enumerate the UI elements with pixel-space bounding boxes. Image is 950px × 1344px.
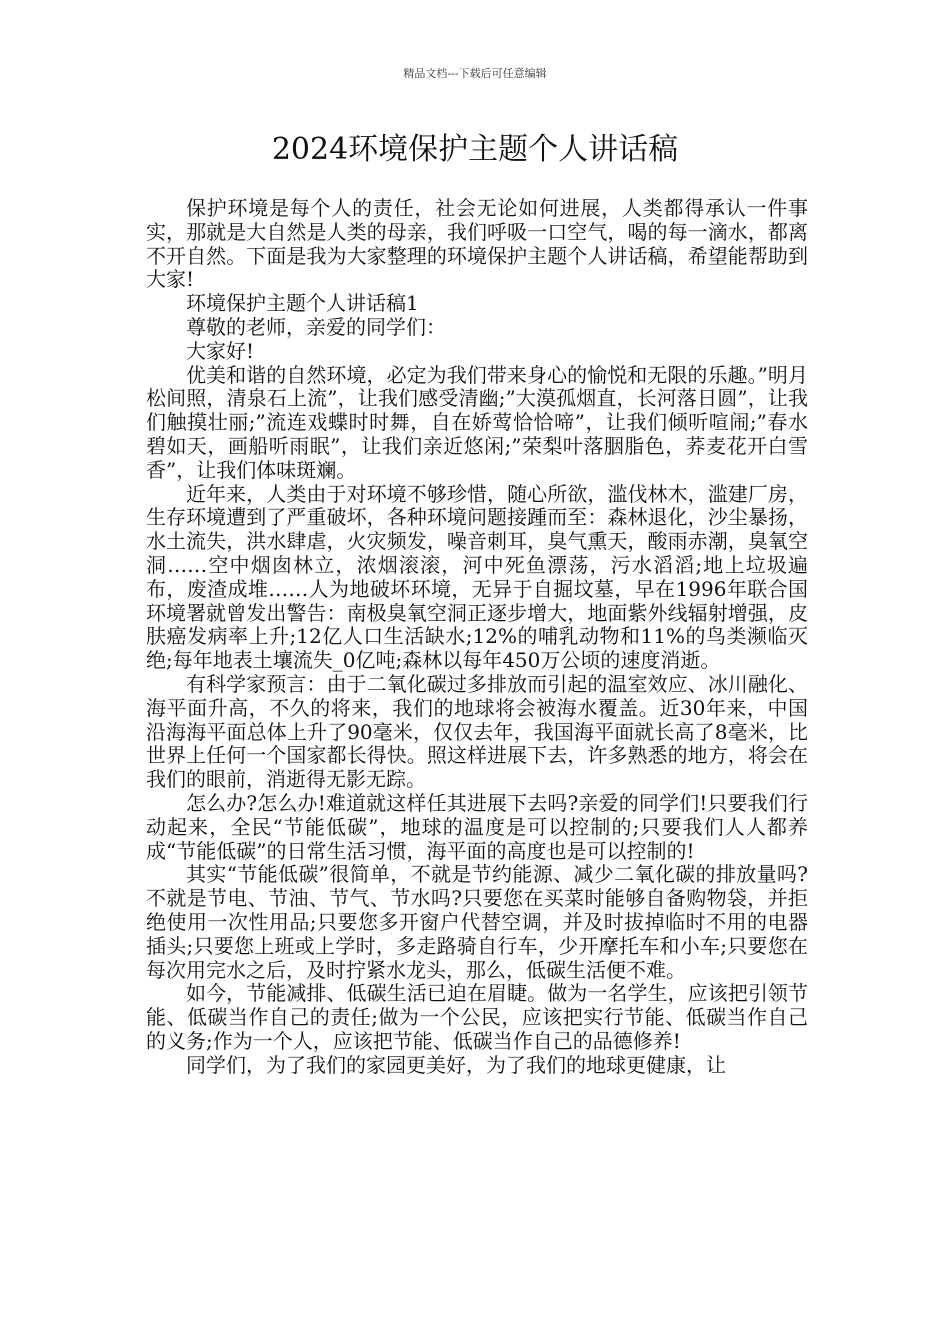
paragraph: 怎么办?怎么办!难道就这样任其进展下去吗?亲爱的同学们!只要我们行动起来，全民“节能低碳”，地球的温度是可以控制的;只要我们人人都养成“节能低碳”的日常生活习惯，海平面的高度也是可以控制的! [146, 790, 808, 863]
paragraph: 近年来，人类由于对环境不够珍惜，随心所欲，滥伐林木，滥建厂房，生存环境遭到了严重破坏，各种环境问题接踵而至：森林退化，沙尘暴扬，水土流失，洪水肆虐，火灾频发，噪音刺耳，臭气熏天，酸雨赤潮，臭氧空洞……空中烟囱林立，浓烟滚滚，河中死鱼漂荡，污水滔滔;地上垃圾遍布，废渣成堆……人为地破坏环境，无异于自掘坟墓，早在1996年联合国环境署就曾发出警告：南极臭氧空洞正逐步增大，地面紫外线辐射增强，皮肤癌发病率上升;12亿人口生活缺水;12%的哺乳动物和11%的鸟类濒临灭绝;每年地表土壤流失_0亿吨;森林以每年450万公顷的速度消逝。 [146, 481, 808, 673]
greeting: 大家好! [186, 338, 255, 363]
paragraph: 同学们，为了我们的家园更美好，为了我们的地球更健康，让 [186, 1052, 726, 1077]
salutation: 尊敬的老师，亲爱的同学们： [186, 314, 446, 339]
paragraph: 有科学家预言：由于二氧化碳过多排放而引起的温室效应、冰川融化、海平面升高，不久的将来，我们的地球将会被海水覆盖。近30年来，中国沿海海平面总体上升了90毫米，仅仅去年，我国海平面就长高了8毫米，比世界上任何一个国家都长得快。照这样进展下去，许多熟悉的地方，将会在我们的眼前，消逝得无影无踪。 [146, 671, 808, 792]
header-note: 精品文档---下载后可任意编辑 [403, 67, 547, 80]
document-body [146, 197, 808, 1077]
paragraph: 如今，节能减排、低碳生活已迫在眉睫。做为一名学生，应该把引领节能、低碳当作自己的责任;做为一个公民，应该把实行节能、低碳当作自己的义务;作为一个人，应该把节能、低碳当作自己的品德修养! [146, 981, 808, 1053]
page-title: 2024环境保护主题个人讲话稿 [271, 132, 679, 167]
section-heading: 环境保护主题个人讲话稿1 [186, 291, 419, 316]
paragraph: 保护环境是每个人的责任，社会无论如何进展，人类都得承认一件事实，那就是大自然是人类的母亲，我们呼吸一口空气，喝的每一滴水，都离不开自然。下面是我为大家整理的环境保护主题个人讲话稿，希望能帮助到大家! [146, 196, 808, 292]
paragraph: 优美和谐的自然环境，必定为我们带来身心的愉悦和无限的乐趣。”明月松间照，清泉石上流”，让我们感受清幽;”大漠孤烟直，长河落日圆”，让我们触摸壮丽;”流连戏蝶时时舞，自在娇莺恰恰啼”，让我们倾听喧闹;”春水碧如天，画船听雨眠”，让我们亲近悠闲;”荣梨叶落胭脂色，荞麦花开白雪香”，让我们体味斑斓。 [146, 362, 808, 482]
paragraph: 其实“节能低碳”很简单，不就是节约能源、减少二氧化碳的排放量吗?不就是节电、节油、节气、节水吗?只要您在买菜时能够自备购物袋，并拒绝使用一次性用品;只要您多开窗户代替空调，并及时拔掉临时不用的电器插头;只要您上班或上学时，多走路骑自行车，少开摩托车和小车;只要您在每次用完水之后，及时拧紧水龙头，那么，低碳生活便不难。 [146, 862, 808, 982]
